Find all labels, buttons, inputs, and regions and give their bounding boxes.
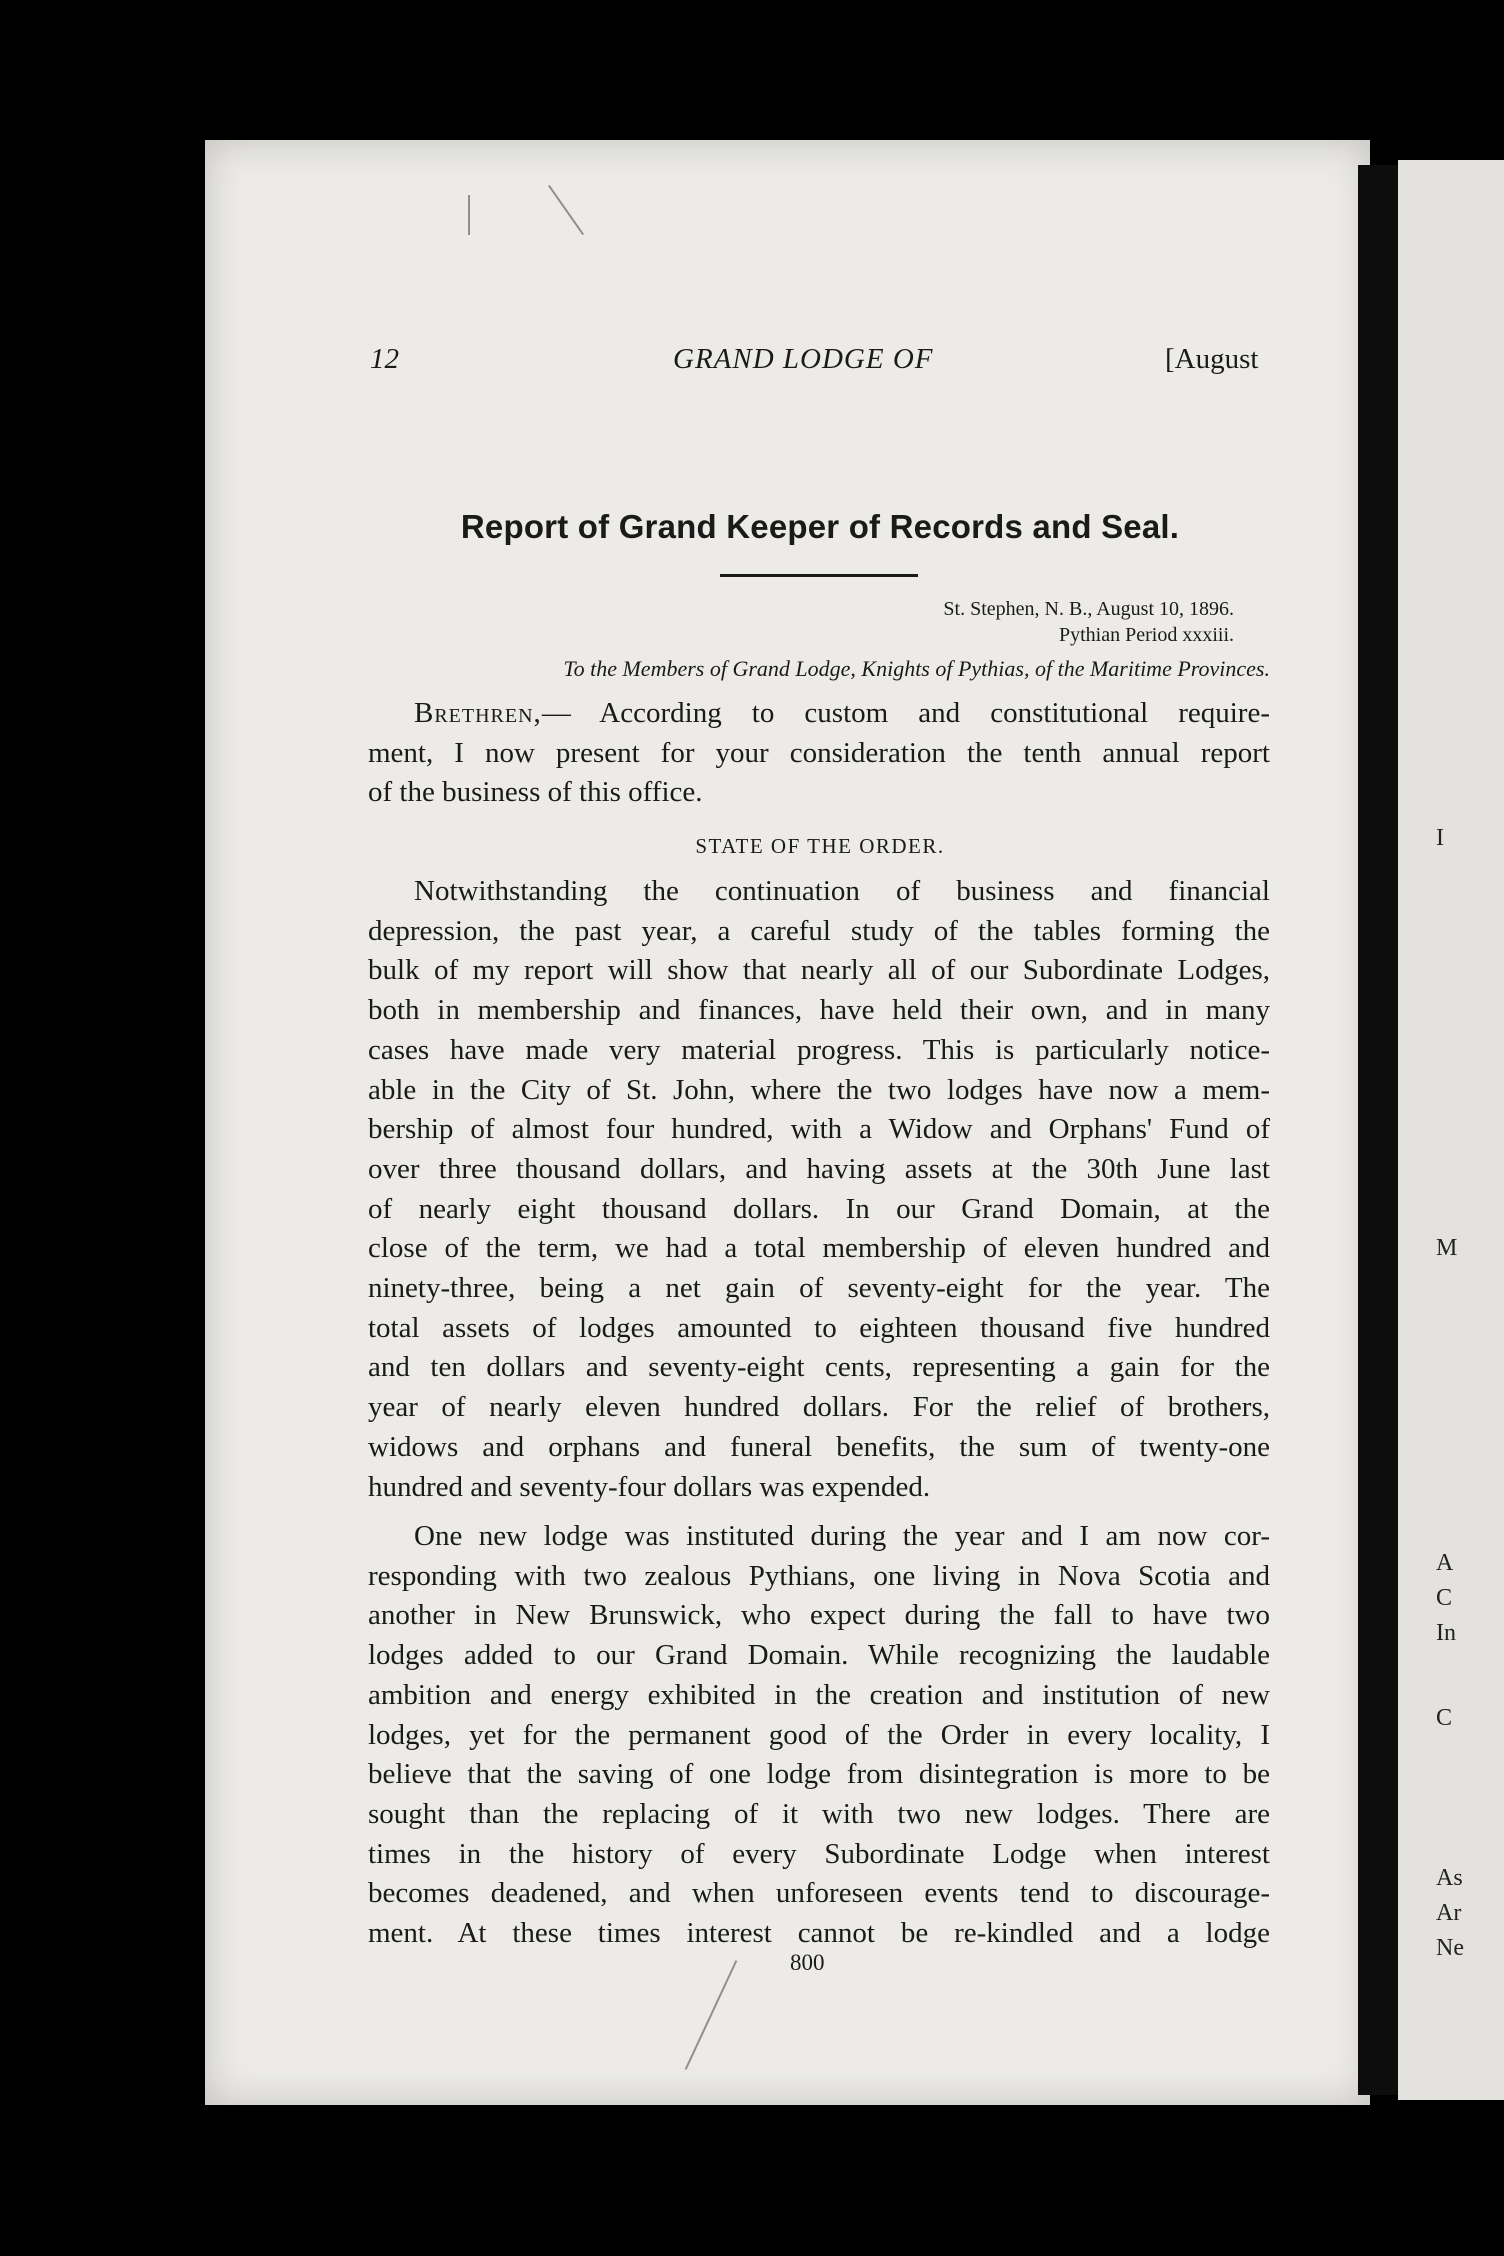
text-line: of the business of this office.: [368, 776, 703, 809]
text-line: ninety-three, being a net gain of seventy-eight for the year. The: [368, 1272, 1270, 1305]
text-line: ambition and energy exhibited in the creation and institution of new: [368, 1678, 1270, 1711]
scan-scratch: [468, 195, 470, 235]
running-month: [August: [1165, 343, 1259, 375]
text-line: cases have made very material progress. This is particularly notice-: [368, 1033, 1270, 1066]
lead-word: Brethren,: [414, 697, 542, 729]
paragraph-state-of-order: [368, 872, 1270, 1507]
running-title: GRAND LODGE OF: [673, 343, 934, 375]
text-line: times in the history of every Subordinate Lodge when interest: [368, 1837, 1270, 1870]
text-line: ment. At these times interest cannot be re-kindled and a lodge: [368, 1917, 1270, 1950]
adjacent-fragment: C: [1436, 1585, 1453, 1611]
text-line: lodges, yet for the permanent good of the Order in every locality, I: [368, 1718, 1270, 1751]
dateline: [700, 596, 1234, 648]
paragraph-intro: [368, 694, 1270, 813]
dateline-place-date: St. Stephen, N. B., August 10, 1896.: [943, 598, 1234, 620]
text-line: total assets of lodges amounted to eighteen thousand five hundred: [368, 1311, 1270, 1344]
adjacent-fragment: A: [1436, 1550, 1454, 1576]
text-line: One new lodge was instituted during the year and I am now cor-: [414, 1520, 1270, 1552]
folio-number: 800: [790, 1950, 825, 1975]
salutation: To the Members of Grand Lodge, Knights of Pythias, of the Maritime Provinces.: [563, 656, 1270, 681]
text-line: hundred and seventy-four dollars was expended.: [368, 1470, 931, 1503]
text-line: believe that the saving of one lodge from disintegration is more to be: [368, 1758, 1270, 1791]
paragraph-new-lodges: [368, 1517, 1270, 1954]
text-line: widows and orphans and funeral benefits, the sum of twenty-one: [368, 1430, 1270, 1463]
text-line: Notwithstanding the continuation of business and financial: [414, 875, 1270, 907]
text-line: ment, I now present for your consideration the tenth annual report: [368, 736, 1270, 769]
adjacent-fragment: I: [1436, 825, 1444, 851]
adjacent-fragment: As: [1436, 1865, 1463, 1891]
adjacent-fragment: Ne: [1436, 1935, 1464, 1961]
text-line: both in membership and finances, have held their own, and in many: [368, 994, 1270, 1027]
text-line: bulk of my report will show that nearly all of our Subordinate Lodges,: [368, 954, 1270, 987]
adjacent-fragment: Ar: [1436, 1900, 1462, 1926]
text-line: Brethren,— According to custom and constitutional require-: [414, 697, 1270, 729]
dateline-period: Pythian Period xxxiii.: [1059, 624, 1234, 646]
adjacent-fragment: C: [1436, 1705, 1453, 1731]
adjacent-page: [1398, 160, 1504, 2100]
text-line: year of nearly eleven hundred dollars. For the relief of brothers,: [368, 1391, 1270, 1424]
adjacent-fragment: M: [1436, 1235, 1458, 1261]
section-heading: STATE OF THE ORDER.: [695, 834, 945, 858]
text-line: lodges added to our Grand Domain. While recognizing the laudable: [368, 1639, 1270, 1672]
text-line: depression, the past year, a careful study of the tables forming the: [368, 914, 1270, 947]
text-line: of nearly eight thousand dollars. In our Grand Domain, at the: [368, 1192, 1270, 1225]
text-line: responding with two zealous Pythians, one living in Nova Scotia and: [368, 1559, 1270, 1592]
title-rule: [720, 574, 918, 577]
text-line: sought than the replacing of it with two new lodges. There are: [368, 1797, 1270, 1830]
report-title: Report of Grand Keeper of Records and Seal.: [460, 508, 1180, 545]
page-gutter-shadow: [1358, 165, 1398, 2095]
text-line: able in the City of St. John, where the two lodges have now a mem-: [368, 1073, 1270, 1106]
text-line: becomes deadened, and when unforeseen events tend to discourage-: [368, 1877, 1270, 1910]
text-line: over three thousand dollars, and having assets at the 30th June last: [368, 1152, 1270, 1185]
text-line: another in New Brunswick, who expect during the fall to have two: [368, 1599, 1270, 1632]
adjacent-fragment: In: [1436, 1620, 1456, 1646]
page-number: 12: [370, 343, 399, 375]
text-line: close of the term, we had a total membership of eleven hundred and: [368, 1232, 1270, 1265]
text-line: and ten dollars and seventy-eight cents, representing a gain for the: [368, 1351, 1270, 1384]
text-line: bership of almost four hundred, with a Widow and Orphans' Fund of: [368, 1113, 1270, 1146]
running-head: [370, 343, 1270, 383]
